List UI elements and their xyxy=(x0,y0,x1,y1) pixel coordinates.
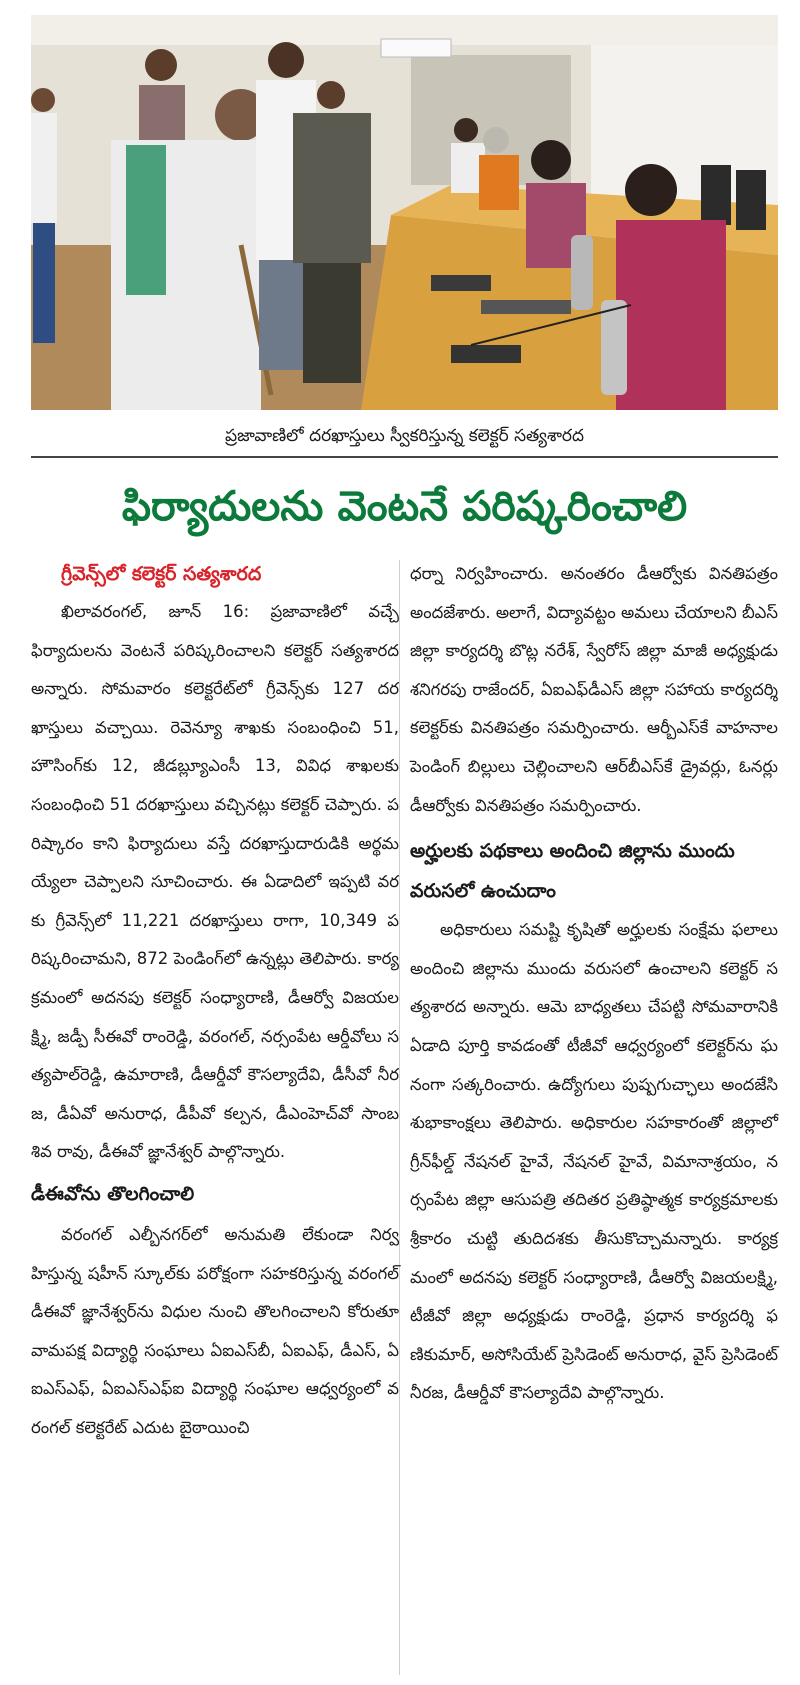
news-photo xyxy=(31,15,778,410)
article-subhead: గ్రీవెన్స్‌లో కలెక్టర్ సత్యశారద xyxy=(61,563,262,585)
right-column xyxy=(410,555,778,1413)
caption-divider xyxy=(31,456,778,458)
article-paragraph: అధికారులు సమష్టి కృషితో అర్హులకు సంక్షేమ ఫలాలు అందించి జిల్లాను ముందు వరుసలో ఉంచాలని కలెక్టర్ సత్యశారద అన్నారు. ఆమె బాధ్యతలు చేపట్టి సోమవారానికి ఏడాది పూర్తి కావడంతో టీజీవో ఆధ్వర్యంలో కలెక్టర్‌ను ఘనంగా సత్కరించారు. ఉద్యోగులు పుష్పగుచ్ఛాలు అందజేసి శుభాకాంక్షలు తెలిపారు. అధికారుల సహకారంతో జిల్లాలో గ్రీన్‌ఫీల్డ్ నేషనల్ హైవే, నేషనల్ హైవే, విమానాశ్రయం, నర్సంపేట జిల్లా ఆసుపత్రి తదితర ప్రతిష్ఠాత్మక కార్యక్రమాలకు శ్రీకారం చుట్టి తుదిదశకు తీసుకొచ్చామన్నారు. కార్యక్రమంలో అదనపు కలెక్టర్ సంధ్యారాణి, డీఆర్వో విజయలక్ష్మి, టీజీవో జిల్లా అధ్యక్షుడు రాంరెడ్డి, ప్రధాన కార్యదర్శి ఫణికుమార్, అసోసియేట్ ప్రెసిడెంట్ అనురాధ, వైస్ ప్రెసిడెంట్ నీరజ, డీఆర్డీవో కౌసల్యాదేవి పాల్గొన్నారు. xyxy=(410,920,778,1403)
article-paragraph: ధర్నా నిర్వహించారు. అనంతరం డీఆర్వోకు వినతిపత్రం అందజేశారు. అలాగే, విద్యావట్టం అమలు చేయాలని బీఎస్ జిల్లా కార్యదర్శి బొట్ల నరేశ్, స్వేరోస్ జిల్లా మాజీ అధ్యక్షుడు శనిగరపు రాజేందర్, ఏఐఎఫ్‌డీఎస్ జిల్లా సహాయ కార్యదర్శి కలెక్టర్‌కు వినతిపత్రం సమర్పించారు. ఆర్బీఎస్‌కే వాహనాల పెండింగ్ బిల్లులు చెల్లించాలని ఆర్‌బీఎస్‌కే డ్రైవర్లు, ఓనర్లు డీఆర్వోకు వినతిపత్రం సమర్పించారు. xyxy=(410,564,778,815)
article-paragraph: వరంగల్ ఎల్బీనగర్‌లో అనుమతి లేకుండా నిర్వహిస్తున్న షహీన్ స్కూల్‌కు పరోక్షంగా సహకరిస్తున్న వరంగల్ డీఈవో జ్ఞానేశ్వర్‌ను విధుల నుంచి తొలగించాలని కోరుతూ వామపక్ష విద్యార్థి సంఘాలు ఏఐఎస్‌బీ, ఏఐఎఫ్, డీఎస్, ఏఐఎస్ఎఫ్, ఏఐఎస్ఎఫ్ఐ విద్యార్థి సంఘాల ఆధ్వర్యంలో వరంగల్ కలెక్టరేట్ ఎదుట బైఠాయించి xyxy=(31,1224,399,1437)
photo-caption: ప్రజావాణిలో దరఖాస్తులు స్వీకరిస్తున్న కలెక్టర్ సత్యశారద xyxy=(224,426,585,446)
section-heading: అర్హులకు పథకాలు అందించి జిల్లాను ముందు వరుసలో ఉంచుదాం xyxy=(410,840,735,903)
photo-illustration xyxy=(31,15,778,410)
left-column xyxy=(31,555,399,1447)
article-headline: ఫిర్యాదులను వెంటనే పరిష్కరించాలి xyxy=(121,482,688,530)
column-divider xyxy=(399,560,400,1675)
section-heading: డీఈవోను తొలగించాలి xyxy=(31,1182,195,1205)
article-paragraph: ఖిలావరంగల్, జూన్ 16: ప్రజావాణిలో వచ్చే ఫిర్యాదులను వెంటనే పరిష్కరించాలని కలెక్టర్ సత్యశారద అన్నారు. సోమవారం కలెక్టరేట్‌లో గ్రీవెన్స్‌కు 127 దరఖాస్తులు వచ్చాయి. రెవెన్యూ శాఖకు సంబంధించి 51, హౌసింగ్‌కు 12, జీడబ్ల్యూఎంసీ 13, వివిధ శాఖలకు సంబంధించి 51 దరఖాస్తులు వచ్చినట్లు కలెక్టర్ చెప్పారు. పరిష్కారం కాని ఫిర్యాదులు వస్తే దరఖాస్తుదారుడికి అర్థమయ్యేలా చెప్పాలని సూచించారు. ఈ ఏడాదిలో ఇప్పటి వరకు గ్రీవెన్స్‌లో 11,221 దరఖాస్తులు రాగా, 10,349 పరిష్కరించామని, 872 పెండింగ్‌లో ఉన్నట్లు తెలిపారు. కార్యక్రమంలో అదనపు కలెక్టర్ సంధ్యారాణి, డీఆర్వో విజయలక్ష్మి, జడ్పీ సీఈవో రాంరెడ్డి, వరంగల్, నర్సంపేట ఆర్డీవోలు సత్యపాల్‌రెడ్డి, ఉమారాణి, డీఆర్డీవో కౌసల్యాదేవి, డీసీవో నీరజ, డీఏవో అనురాధ, డీపీవో కల్పన, డీఎంహెచ్‌వో సాంబశివ రావు, డీఈవో జ్ఞానేశ్వర్ పాల్గొన్నారు. xyxy=(31,602,399,1162)
